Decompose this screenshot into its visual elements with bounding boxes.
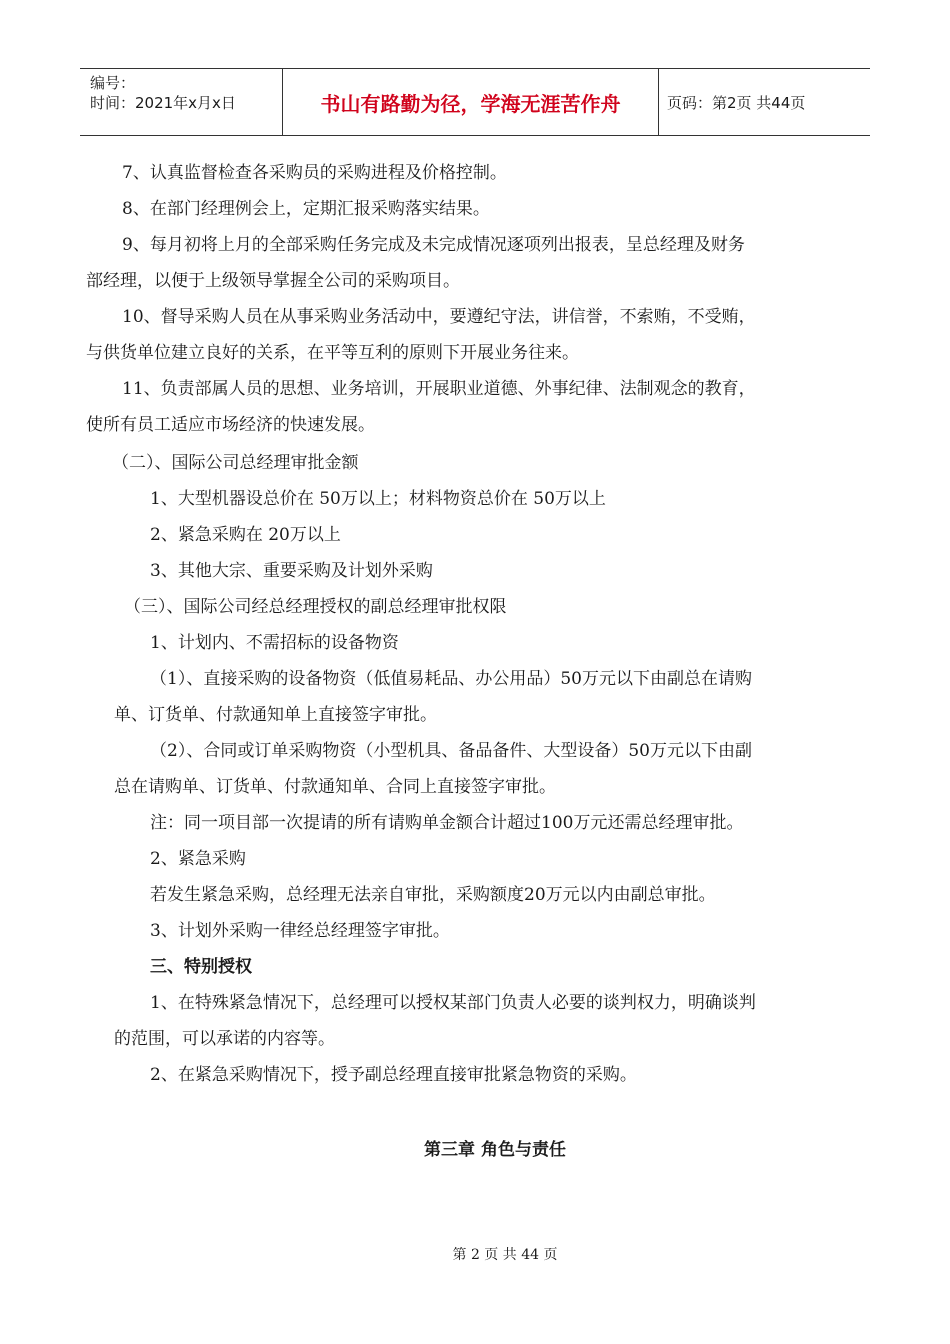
- paragraph: 的范围，可以承诺的内容等。: [114, 1029, 335, 1049]
- paragraph: 10、督导采购人员在从事采购业务活动中，要遵纪守法，讲信誉，不索贿，不受贿，: [122, 307, 756, 327]
- list-item: 3、计划外采购一律经总经理签字审批。: [150, 921, 450, 941]
- list-item: 2、紧急采购在 20万以上: [150, 525, 341, 545]
- paragraph: 1、在特殊紧急情况下，总经理可以授权某部门负责人必要的谈判权力，明确谈判: [150, 993, 756, 1013]
- list-item: 1、计划内、不需招标的设备物资: [150, 633, 399, 653]
- paragraph: 7、认真监督检查各采购员的采购进程及价格控制。: [122, 163, 507, 183]
- paragraph: 2、在紧急采购情况下，授予副总经理直接审批紧急物资的采购。: [150, 1065, 637, 1085]
- list-item: 1、大型机器设总价在 50万以上；材料物资总价在 50万以上: [150, 489, 606, 509]
- paragraph: 部经理，以便于上级领导掌握全公司的采购项目。: [86, 271, 460, 291]
- header-motto: 书山有路勤为径，学海无涯苦作舟: [283, 69, 659, 135]
- section-heading: （二）、国际公司总经理审批金额: [112, 453, 359, 473]
- header-page-info: 页码：第2页 共44页: [667, 93, 806, 112]
- note: 注：同一项目部一次提请的所有请购单金额合计超过100万元还需总经理审批。: [150, 813, 744, 833]
- paragraph: （2）、合同或订单采购物资（小型机具、备品备件、大型设备）50万元以下由副: [150, 741, 752, 761]
- paragraph: 8、在部门经理例会上，定期汇报采购落实结果。: [122, 199, 490, 219]
- header-meta: [80, 69, 283, 135]
- paragraph: （1）、直接采购的设备物资（低值易耗品、办公用品）50万元以下由副总在请购: [150, 669, 752, 689]
- list-item: 2、紧急采购: [150, 849, 246, 869]
- paragraph: 单、订货单、付款通知单上直接签字审批。: [114, 705, 437, 725]
- chapter-title: 第三章 角色与责任: [424, 1140, 566, 1160]
- paragraph: 与供货单位建立良好的关系，在平等互利的原则下开展业务往来。: [86, 343, 579, 363]
- paragraph: 使所有员工适应市场经济的快速发展。: [86, 415, 375, 435]
- document-date: 时间：2021年x月x日: [90, 94, 236, 112]
- page-footer: 第 2 页 共 44 页: [452, 1247, 558, 1263]
- list-item: 3、其他大宗、重要采购及计划外采购: [150, 561, 433, 581]
- document-number-label: 编号：: [90, 74, 136, 92]
- paragraph: 若发生紧急采购，总经理无法亲自审批，采购额度20万元以内由副总审批。: [150, 885, 716, 905]
- paragraph: 总在请购单、订货单、付款通知单、合同上直接签字审批。: [114, 777, 556, 797]
- section-heading: 三、特别授权: [150, 957, 252, 977]
- page-header: [80, 68, 870, 136]
- section-heading: （三）、国际公司经总经理授权的副总经理审批权限: [124, 597, 507, 617]
- paragraph: 11、负责部属人员的思想、业务培训，开展职业道德、外事纪律、法制观念的教育，: [122, 379, 756, 399]
- paragraph: 9、每月初将上月的全部采购任务完成及未完成情况逐项列出报表，呈总经理及财务: [122, 235, 745, 255]
